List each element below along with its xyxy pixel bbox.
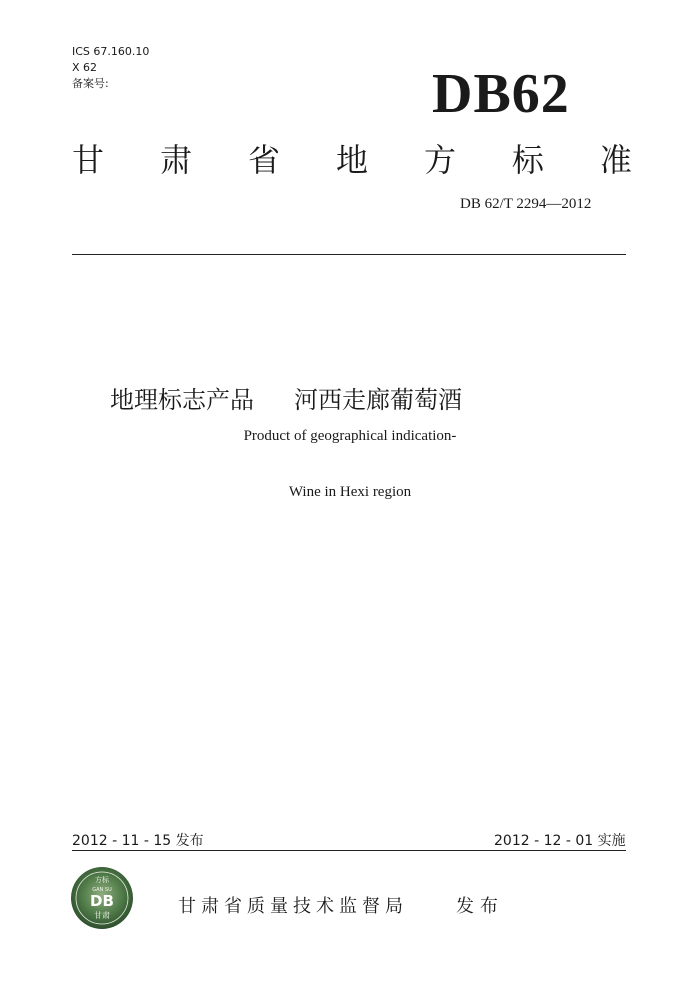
- standard-type-char: 肃: [159, 141, 192, 179]
- seal-top-text: 方标: [95, 876, 109, 884]
- issue-date: 2012 - 11 - 15 发布: [72, 833, 204, 849]
- issue-label: 发布: [456, 896, 504, 917]
- classification-codes: [72, 44, 149, 92]
- title-cn-part2: 河西走廊葡萄酒: [294, 386, 462, 414]
- header-divider: [72, 254, 626, 255]
- ics-code: ICS 67.160.10: [72, 45, 150, 58]
- standard-number: DB 62/T 2294—2012: [460, 196, 592, 212]
- implementation-date: 2012 - 12 - 01 实施: [494, 833, 626, 849]
- title-chinese: [110, 382, 590, 418]
- title-english-line2: Wine in Hexi region: [288, 484, 412, 500]
- standard-type-heading: [72, 140, 632, 180]
- standard-type-char: 标: [511, 141, 544, 179]
- seal-emblem-svg: [70, 866, 134, 930]
- standard-type-char: 省: [247, 141, 280, 179]
- filing-number-label: 备案号:: [72, 77, 109, 90]
- issuing-authority: 甘肃省质量技术监督局: [178, 896, 408, 917]
- seal-center-text: DB: [90, 892, 114, 910]
- seal-en-text: GAN SU: [92, 887, 112, 893]
- title-english-line1: Product of geographical indication-: [243, 428, 457, 444]
- seal-bottom-text: 甘肃: [94, 911, 110, 920]
- standard-type-char: 准: [599, 141, 632, 179]
- title-cn-part1: 地理标志产品: [110, 386, 254, 414]
- standard-type-char: 方: [423, 141, 456, 179]
- standard-type-char: 甘: [72, 141, 105, 179]
- category-code: X 62: [72, 61, 98, 74]
- db-code-logo: DB62: [432, 63, 570, 125]
- seal-emblem: [70, 866, 134, 930]
- footer-divider: [72, 850, 626, 851]
- standard-type-char: 地: [335, 141, 368, 179]
